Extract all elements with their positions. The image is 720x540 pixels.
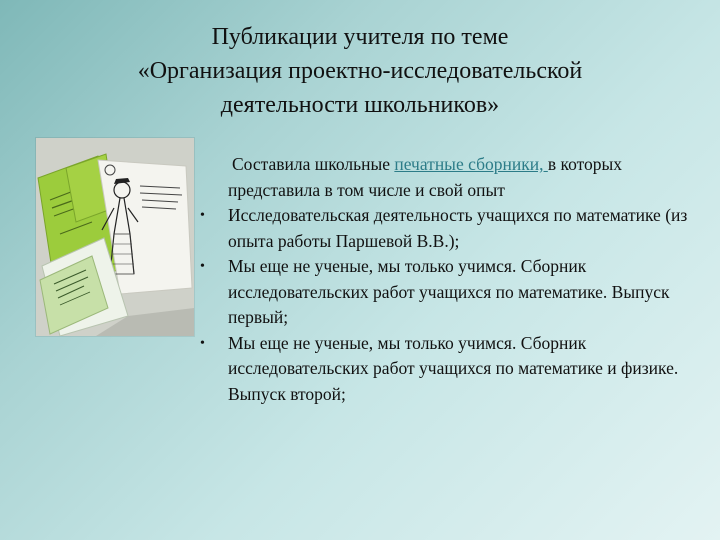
list-item-text: Мы еще не ученые, мы только учимся. Сборник исследовательских работ учащихся по математике и физике. Выпуск второй; xyxy=(228,332,679,404)
content-area xyxy=(196,152,696,407)
list-item xyxy=(196,254,696,331)
title-line-2: «Организация проектно-исследовательской xyxy=(137,58,583,84)
bullet-icon: • xyxy=(200,335,205,351)
title-line-3: деятельности школьников» xyxy=(220,92,500,118)
lead-text-end: в которых представила в том числе и свой опыт xyxy=(228,154,623,200)
slide-title xyxy=(40,20,680,122)
booklets-illustration xyxy=(36,138,194,336)
list-item xyxy=(196,331,696,408)
lead-paragraph xyxy=(196,152,696,203)
list-item-text: Мы еще не ученые, мы только учимся. Сборник исследовательских работ учащихся по математике. Выпуск первый; xyxy=(228,256,670,327)
title-line-1: Публикации учителя по теме xyxy=(211,24,509,50)
list-item xyxy=(196,203,696,254)
list-item-text: Исследовательская деятельность учащихся по математике (из опыта работы Паршевой В.В.); xyxy=(228,205,688,251)
printed-collections-link[interactable]: печатные сборники, xyxy=(394,154,548,174)
publications-list xyxy=(196,203,696,407)
bullet-icon: • xyxy=(200,259,205,274)
lead-text-start: Составила школьные xyxy=(232,154,395,174)
bullet-icon: • xyxy=(200,208,205,223)
booklets-photo xyxy=(36,138,194,336)
